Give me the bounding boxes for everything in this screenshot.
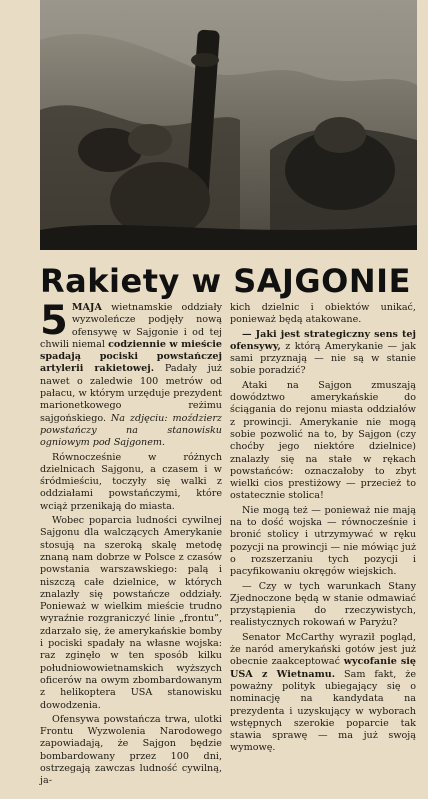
question-1-rest: z którą Amerykanie — jak sami przyznają — nie są w stanie sobie poradzić? xyxy=(230,340,416,377)
headline-prefix: Rakiety w xyxy=(40,262,234,300)
paragraph-1 xyxy=(40,298,222,450)
photo-caption: Na zdjęciu: moździerz powstańczy na stanowisku ogniowym pod Sajgonem. xyxy=(40,412,222,449)
r6-text-b: Sam fakt, że poważny polityk ubiegający się o nominację na kandydata na prezydenta i uzyskujący w wyborach wstępnych szerokie poparcie tak stawia sprawę — ma już swoją wymowę. xyxy=(230,668,417,754)
article-headline xyxy=(40,262,420,300)
r6-bold: wycofanie się USA z Wietnamu. xyxy=(230,656,416,680)
lead-word: MAJA xyxy=(71,302,102,313)
paragraph-r1: kich dzielnic i obiektów unikać, ponieważ będą atakowane. xyxy=(230,302,416,326)
p1-bold: codziennie w mieście spadają pociski powstańczej artylerii rakietowej. xyxy=(40,338,222,375)
p1-text-a: wietnamskie oddziały wyzwoleńcze podjęły nową ofensywę w Sajgonie i od tej chwili niemal xyxy=(40,302,222,350)
article-column-left xyxy=(40,298,222,788)
paragraph-r6 xyxy=(230,632,416,755)
photo-illustration xyxy=(40,0,417,250)
question-1: — Jaki jest strategiczny sens tej ofensywy, xyxy=(230,328,416,352)
paragraph-4: Ofensywa powstańcza trwa, ulotki Frontu Wyzwolenia Narodowego zapowiadają, że Sajgon będzie bombardowany przez 100 dni, ostrzegają zawczas ludność cywilną, ja- xyxy=(40,713,222,787)
paragraph-r2 xyxy=(230,329,416,378)
article-column-right xyxy=(230,302,416,755)
headline-emphasis: SAJGONIE xyxy=(233,262,411,300)
paragraph-r5: — Czy w tych warunkach Stany Zjednoczone będą w stanie odmawiać przystąpienia do rzeczywistych, realistycznych rokowań w Paryżu? xyxy=(230,580,416,629)
paragraph-r4: Nie mogą też — ponieważ nie mają na to dość wojska — równocześnie i bronić stolicy i utrzymywać w ręku pozycji na prowincji — nie mówiąc już o rozszerzaniu tych pozycji i pacyfikowaniu okręgów wiejskich. xyxy=(230,504,416,578)
r6-text-a: Senator McCarthy wyraził pogląd, że naród amerykański gotów jest już obecnie zaakceptować xyxy=(230,631,416,668)
dropcap: 5 xyxy=(40,298,68,344)
mortar-crew-photo xyxy=(40,0,417,250)
paragraph-r3: Ataki na Sajgon zmuszają dowództwo amerykańskie do ściągania do rejonu miasta oddziałów z prowincji. Amerykanie nie mogą sobie pozwolić na to, by Sajgon (czy choćby jego niektóre dzielnice) znalazły się na stałe w rękach powstańców: oznaczałoby to zbyt wielki cios prestiżowy — przecież to ostatecznie stolica! xyxy=(230,379,416,502)
p1-text-b: Padały już nawet o zaledwie 100 metrów od pałacu, w którym urzęduje prezydent marionetkowego reżimu sajgońskiego. xyxy=(40,363,222,424)
paragraph-2: Równocześnie w różnych dzielnicach Sajgonu, a czasem i w śródmieściu, toczyły się walki z oddziałami powstańczymi, które wciąż przenikają do miasta. xyxy=(40,451,222,512)
paragraph-3: Wobec poparcia ludności cywilnej Sajgonu dla walczących Amerykanie stosują na szeroką skalę metodę znaną nam dobrze w Polsce z czasów powstania warszawskiego: palą i niszczą całe dzielnice, w których znalazły się powstańcze oddziały. Ponieważ w wielkim mieście trudno wyraźnie rozgraniczyć linie „frontu”, zdarzało się, że amerykańskie bomby i pociski spadały na własne wojska: raz zginęło w ten sposób kilku południowowietnamskich wyższych oficerów na owym zbombardowanym z helikoptera USA stanowisku dowodzenia. xyxy=(40,515,222,711)
